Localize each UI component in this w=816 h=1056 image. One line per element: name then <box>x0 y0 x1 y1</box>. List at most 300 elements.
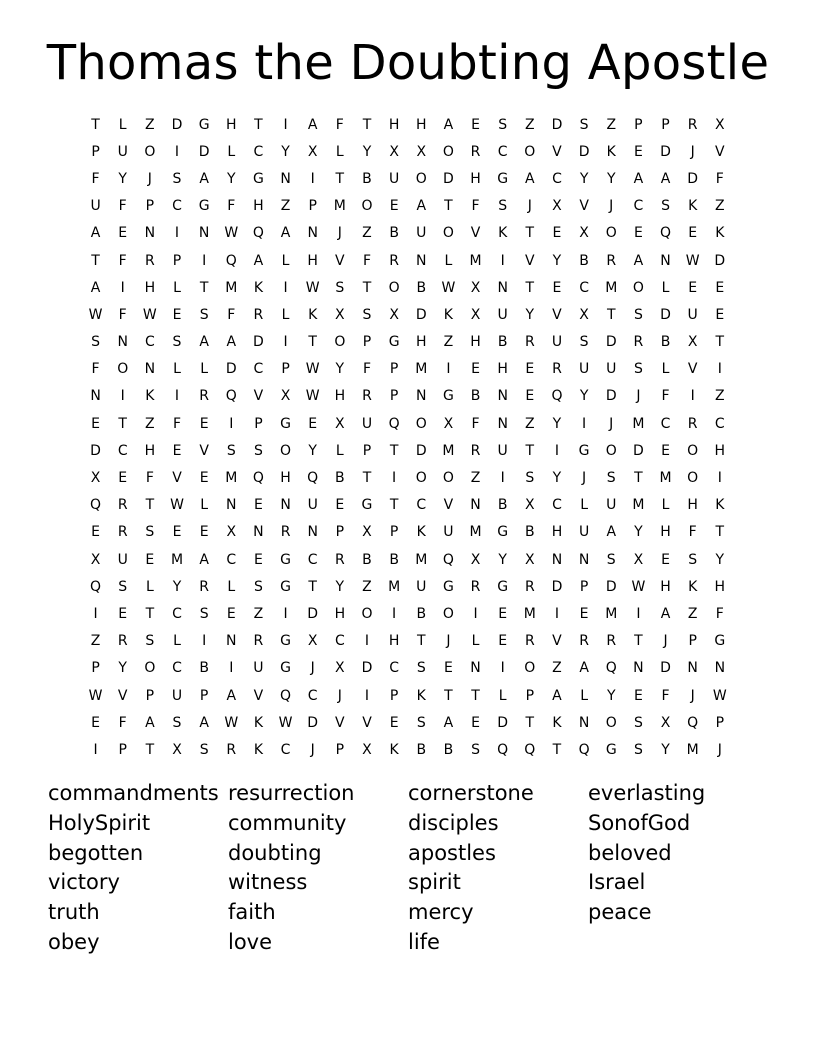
grid-letter: M <box>225 279 238 296</box>
grid-letter: C <box>660 415 671 432</box>
grid-letter: P <box>389 388 399 405</box>
grid-letter: E <box>199 524 209 541</box>
grid-letter: K <box>552 714 562 731</box>
grid-letter: E <box>633 687 643 704</box>
grid-letter: A <box>90 225 101 242</box>
grid-letter: E <box>91 714 100 731</box>
grid-letter: F <box>227 198 236 215</box>
grid-letter: F <box>91 361 100 378</box>
grid-letter: K <box>253 714 263 731</box>
grid-letter: X <box>470 279 481 296</box>
grid-letter: O <box>605 225 617 242</box>
word-bank-item: witness <box>228 870 308 895</box>
grid-letter: E <box>688 279 698 296</box>
grid-letter: R <box>687 116 698 133</box>
grid-letter: T <box>634 470 643 487</box>
grid-letter: A <box>660 170 671 187</box>
grid-letter: J <box>310 741 315 758</box>
letter-grid <box>82 111 734 764</box>
grid-letter: I <box>364 633 370 650</box>
grid-letter: Q <box>307 470 319 487</box>
grid-letter: S <box>416 660 426 677</box>
grid-letter: Z <box>552 660 562 677</box>
word-bank-item: truth <box>48 900 100 925</box>
grid-letter: H <box>687 497 698 514</box>
grid-letter: T <box>525 225 535 242</box>
grid-letter: I <box>93 741 98 758</box>
grid-letter: F <box>471 415 480 432</box>
grid-letter: O <box>442 470 454 487</box>
grid-letter: S <box>661 198 670 215</box>
grid-letter: W <box>224 714 239 731</box>
grid-letter: U <box>171 687 183 704</box>
grid-letter: E <box>498 605 508 622</box>
grid-letter: Q <box>687 714 699 731</box>
grid-letter: C <box>172 660 182 677</box>
grid-letter: V <box>579 198 589 215</box>
grid-letter: Q <box>252 225 264 242</box>
grid-letter: A <box>416 198 427 215</box>
grid-letter: Y <box>308 442 317 459</box>
grid-letter: Y <box>579 170 589 187</box>
grid-letter: E <box>226 605 236 622</box>
grid-letter: O <box>144 143 156 160</box>
grid-letter: X <box>579 225 589 242</box>
grid-letter: H <box>660 524 671 541</box>
grid-letter: E <box>91 415 100 432</box>
grid-letter: P <box>199 687 209 704</box>
grid-letter: V <box>117 687 128 704</box>
grid-letter: E <box>471 116 480 133</box>
grid-letter: E <box>172 442 182 459</box>
grid-letter: O <box>415 470 427 487</box>
grid-letter: T <box>362 279 372 296</box>
grid-letter: H <box>415 334 427 351</box>
grid-letter: U <box>307 497 318 514</box>
grid-letter: L <box>281 306 290 323</box>
grid-letter: G <box>252 170 264 187</box>
grid-letter: G <box>198 116 210 133</box>
grid-letter: C <box>280 741 291 758</box>
grid-letter: E <box>389 714 399 731</box>
grid-letter: Q <box>605 660 617 677</box>
grid-letter: R <box>552 361 562 378</box>
grid-letter: S <box>633 306 643 323</box>
grid-letter: C <box>389 660 399 677</box>
grid-letter: U <box>497 306 508 323</box>
grid-letter: G <box>388 334 400 351</box>
grid-letter: H <box>714 578 726 595</box>
grid-letter: O <box>117 361 129 378</box>
grid-letter: A <box>579 660 589 677</box>
grid-letter: N <box>226 497 237 514</box>
grid-letter: I <box>392 605 397 622</box>
grid-letter: I <box>283 116 288 133</box>
grid-letter: Y <box>226 170 236 187</box>
grid-letter: P <box>254 415 263 432</box>
grid-letter: I <box>554 605 560 622</box>
grid-letter: T <box>91 116 100 133</box>
grid-letter: Z <box>606 116 617 133</box>
grid-letter: P <box>362 334 372 351</box>
grid-letter: R <box>362 388 372 405</box>
grid-letter: I <box>202 252 207 269</box>
grid-letter: F <box>715 170 724 187</box>
grid-letter: D <box>307 714 319 731</box>
grid-letter: O <box>442 225 454 242</box>
grid-letter: T <box>634 633 643 650</box>
grid-letter: L <box>173 361 181 378</box>
grid-letter: G <box>714 633 726 650</box>
grid-letter: C <box>144 334 155 351</box>
grid-letter: Y <box>634 524 643 541</box>
grid-letter: X <box>389 306 399 323</box>
grid-letter: G <box>605 741 617 758</box>
grid-letter: A <box>199 551 209 568</box>
grid-letter: Z <box>362 225 372 242</box>
grid-letter: L <box>444 252 453 269</box>
grid-letter: Z <box>90 633 101 650</box>
grid-letter: D <box>605 334 617 351</box>
grid-letter: M <box>388 578 401 595</box>
grid-letter: D <box>171 116 183 133</box>
grid-letter: F <box>118 198 127 215</box>
grid-letter: N <box>660 252 671 269</box>
grid-letter: V <box>470 225 481 242</box>
grid-letter: H <box>307 252 318 269</box>
grid-letter: U <box>578 524 590 541</box>
word-bank <box>48 779 788 958</box>
grid-letter: C <box>633 198 644 215</box>
grid-letter: F <box>118 306 127 323</box>
grid-letter: T <box>118 415 127 432</box>
grid-letter: X <box>552 198 562 215</box>
grid-letter: E <box>199 470 209 487</box>
grid-letter: E <box>118 470 128 487</box>
grid-letter: D <box>361 660 373 677</box>
grid-letter: D <box>578 143 590 160</box>
grid-letter: M <box>469 524 482 541</box>
grid-letter: G <box>497 524 509 541</box>
grid-letter: E <box>118 605 128 622</box>
grid-letter: U <box>117 143 128 160</box>
grid-letter: R <box>470 578 481 595</box>
grid-letter: N <box>497 415 508 432</box>
grid-letter: E <box>552 279 562 296</box>
grid-letter: W <box>224 225 239 242</box>
grid-letter: R <box>117 633 128 650</box>
grid-letter: H <box>415 116 427 133</box>
grid-letter: T <box>715 334 725 351</box>
grid-letter: E <box>633 225 643 242</box>
grid-letter: J <box>690 687 695 704</box>
grid-letter: Y <box>661 741 670 758</box>
grid-letter: L <box>200 361 209 378</box>
grid-letter: M <box>442 442 455 459</box>
grid-letter: C <box>334 633 345 650</box>
grid-letter: E <box>525 361 535 378</box>
grid-letter: V <box>552 633 562 650</box>
grid-letter: Q <box>225 388 237 405</box>
grid-letter: K <box>416 687 426 704</box>
grid-letter: X <box>579 306 589 323</box>
grid-letter: L <box>580 687 588 704</box>
grid-letter: U <box>90 198 101 215</box>
grid-letter: A <box>525 170 535 187</box>
grid-letter: S <box>498 198 508 215</box>
grid-letter: O <box>524 660 536 677</box>
grid-letter: B <box>199 660 209 677</box>
grid-letter: Y <box>552 252 562 269</box>
grid-letter: H <box>334 605 346 622</box>
grid-letter: Q <box>280 687 292 704</box>
grid-letter: G <box>497 170 509 187</box>
grid-letter: S <box>335 279 345 296</box>
grid-letter: T <box>444 687 453 704</box>
grid-letter: D <box>660 143 671 160</box>
grid-letter: N <box>144 225 156 242</box>
grid-letter: W <box>305 279 320 296</box>
grid-letter: C <box>552 170 562 187</box>
grid-letter: X <box>307 633 318 650</box>
word-bank-item: Israel <box>588 870 646 895</box>
grid-letter: S <box>118 578 128 595</box>
grid-letter: R <box>117 524 128 541</box>
grid-letter: P <box>91 660 100 677</box>
grid-letter: U <box>253 660 264 677</box>
grid-letter: H <box>280 470 291 487</box>
grid-letter: N <box>144 361 156 378</box>
grid-letter: T <box>145 605 155 622</box>
grid-letter: A <box>199 714 209 731</box>
grid-letter: P <box>335 524 345 541</box>
grid-letter: J <box>527 198 532 215</box>
grid-letter: I <box>364 687 370 704</box>
grid-letter: E <box>253 551 263 568</box>
grid-letter: Z <box>715 388 725 405</box>
grid-letter: A <box>253 252 264 269</box>
word-bank-item: victory <box>48 870 120 895</box>
grid-letter: Z <box>715 198 725 215</box>
word-bank-item: doubting <box>228 840 322 865</box>
grid-letter: M <box>170 551 184 568</box>
grid-letter: K <box>308 306 318 323</box>
grid-letter: T <box>389 442 399 459</box>
grid-letter: W <box>441 279 456 296</box>
grid-letter: O <box>687 442 699 459</box>
grid-letter: D <box>632 442 644 459</box>
grid-letter: R <box>253 306 264 323</box>
word-bank-item: faith <box>228 900 276 925</box>
grid-letter: H <box>226 116 237 133</box>
grid-letter: Z <box>525 415 535 432</box>
grid-letter: G <box>280 578 291 595</box>
grid-letter: O <box>361 198 373 215</box>
grid-letter: S <box>471 741 480 758</box>
grid-letter: I <box>229 415 234 432</box>
grid-letter: P <box>281 361 290 378</box>
word-bank-item: everlasting <box>588 781 706 805</box>
grid-letter: D <box>551 578 563 595</box>
grid-letter: N <box>470 497 481 514</box>
grid-letter: J <box>690 143 695 160</box>
grid-letter: S <box>172 714 182 731</box>
grid-letter: T <box>254 116 263 133</box>
grid-letter: O <box>687 470 699 487</box>
grid-letter: N <box>633 660 644 677</box>
grid-letter: X <box>389 143 399 160</box>
grid-letter: V <box>525 252 535 269</box>
grid-letter: I <box>636 605 641 622</box>
grid-letter: G <box>442 388 454 405</box>
grid-letter: H <box>714 442 726 459</box>
grid-letter: M <box>333 198 346 215</box>
grid-letter: C <box>307 551 318 568</box>
grid-letter: W <box>631 578 646 595</box>
grid-letter: R <box>199 578 209 595</box>
grid-letter: B <box>660 334 671 351</box>
grid-letter: T <box>715 524 725 541</box>
grid-letter: N <box>687 660 698 677</box>
grid-letter: X <box>90 551 101 568</box>
grid-letter: L <box>661 279 670 296</box>
grid-letter: P <box>335 741 345 758</box>
grid-letter: T <box>606 306 616 323</box>
grid-letter: D <box>551 116 563 133</box>
word-bank-item: SonofGod <box>588 810 691 835</box>
grid-letter: D <box>497 714 509 731</box>
grid-letter: A <box>307 116 318 133</box>
grid-letter: S <box>253 442 263 459</box>
grid-letter: E <box>335 497 345 514</box>
grid-letter: U <box>388 170 400 187</box>
grid-letter: I <box>229 660 234 677</box>
grid-letter: M <box>632 415 645 432</box>
grid-letter: G <box>442 578 454 595</box>
grid-letter: Z <box>470 470 481 487</box>
grid-letter: C <box>117 442 128 459</box>
grid-letter: T <box>199 279 209 296</box>
grid-letter: B <box>416 279 427 296</box>
grid-letter: J <box>609 415 614 432</box>
grid-letter: N <box>416 252 427 269</box>
grid-letter: X <box>715 116 725 133</box>
grid-letter: O <box>605 442 617 459</box>
grid-letter: R <box>470 143 481 160</box>
grid-letter: X <box>633 551 644 568</box>
grid-letter: B <box>497 334 508 351</box>
grid-letter: S <box>172 170 182 187</box>
word-bank-item: apostles <box>408 840 496 865</box>
grid-letter: S <box>362 306 372 323</box>
grid-letter: H <box>253 198 264 215</box>
grid-letter: F <box>688 524 697 541</box>
grid-letter: X <box>90 470 101 487</box>
grid-letter: P <box>145 198 155 215</box>
grid-letter: A <box>90 279 101 296</box>
grid-letter: B <box>389 225 399 242</box>
grid-letter: E <box>661 551 670 568</box>
word-bank-item: begotten <box>48 840 144 865</box>
grid-letter: T <box>471 687 480 704</box>
grid-letter: E <box>471 361 480 378</box>
grid-letter: W <box>142 306 157 323</box>
grid-letter: C <box>253 361 264 378</box>
grid-letter: X <box>525 497 535 514</box>
grid-letter: E <box>579 605 589 622</box>
grid-letter: R <box>524 633 535 650</box>
grid-letter: T <box>444 198 453 215</box>
word-bank-item: community <box>228 810 347 835</box>
grid-letter: L <box>498 687 507 704</box>
grid-letter: N <box>578 714 590 731</box>
grid-letter: L <box>580 497 588 514</box>
grid-letter: F <box>661 388 670 405</box>
grid-letter: I <box>554 442 560 459</box>
grid-letter: S <box>416 714 426 731</box>
grid-letter: L <box>145 578 154 595</box>
grid-letter: O <box>524 143 536 160</box>
grid-letter: A <box>552 687 562 704</box>
grid-letter: H <box>334 388 346 405</box>
grid-letter: I <box>283 279 288 296</box>
grid-letter: Z <box>687 605 698 622</box>
grid-letter: X <box>660 714 671 731</box>
grid-letter: D <box>660 306 671 323</box>
grid-letter: G <box>280 415 291 432</box>
grid-letter: D <box>443 170 454 187</box>
grid-letter: A <box>199 170 209 187</box>
grid-letter: N <box>226 633 237 650</box>
grid-letter: L <box>227 578 236 595</box>
grid-letter: W <box>170 497 184 514</box>
grid-letter: S <box>579 334 589 351</box>
grid-letter: W <box>88 687 103 704</box>
grid-letter: M <box>632 497 645 514</box>
grid-letter: P <box>579 578 589 595</box>
grid-letter: N <box>90 388 101 405</box>
grid-letter: I <box>500 470 505 487</box>
grid-letter: Z <box>525 116 535 133</box>
word-bank-item: mercy <box>408 900 474 925</box>
grid-letter: L <box>173 633 181 650</box>
grid-letter: K <box>389 741 399 758</box>
grid-letter: S <box>498 116 508 133</box>
grid-letter: C <box>226 551 237 568</box>
grid-letter: B <box>470 388 481 405</box>
grid-letter: X <box>470 551 481 568</box>
grid-letter: D <box>90 442 101 459</box>
grid-letter: J <box>609 198 614 215</box>
grid-letter: T <box>308 578 317 595</box>
grid-letter: R <box>524 334 535 351</box>
grid-letter: V <box>199 442 209 459</box>
grid-letter: P <box>661 116 670 133</box>
grid-letter: P <box>715 714 725 731</box>
grid-letter: T <box>145 497 155 514</box>
grid-letter: N <box>497 388 508 405</box>
grid-letter: G <box>198 198 210 215</box>
grid-letter: P <box>172 252 182 269</box>
grid-letter: Y <box>552 470 562 487</box>
grid-letter: E <box>91 524 100 541</box>
grid-letter: I <box>500 252 505 269</box>
grid-letter: Z <box>145 415 155 432</box>
grid-letter: I <box>500 660 505 677</box>
grid-letter: Q <box>388 415 400 432</box>
grid-letter: S <box>226 442 236 459</box>
grid-letter: R <box>389 252 399 269</box>
